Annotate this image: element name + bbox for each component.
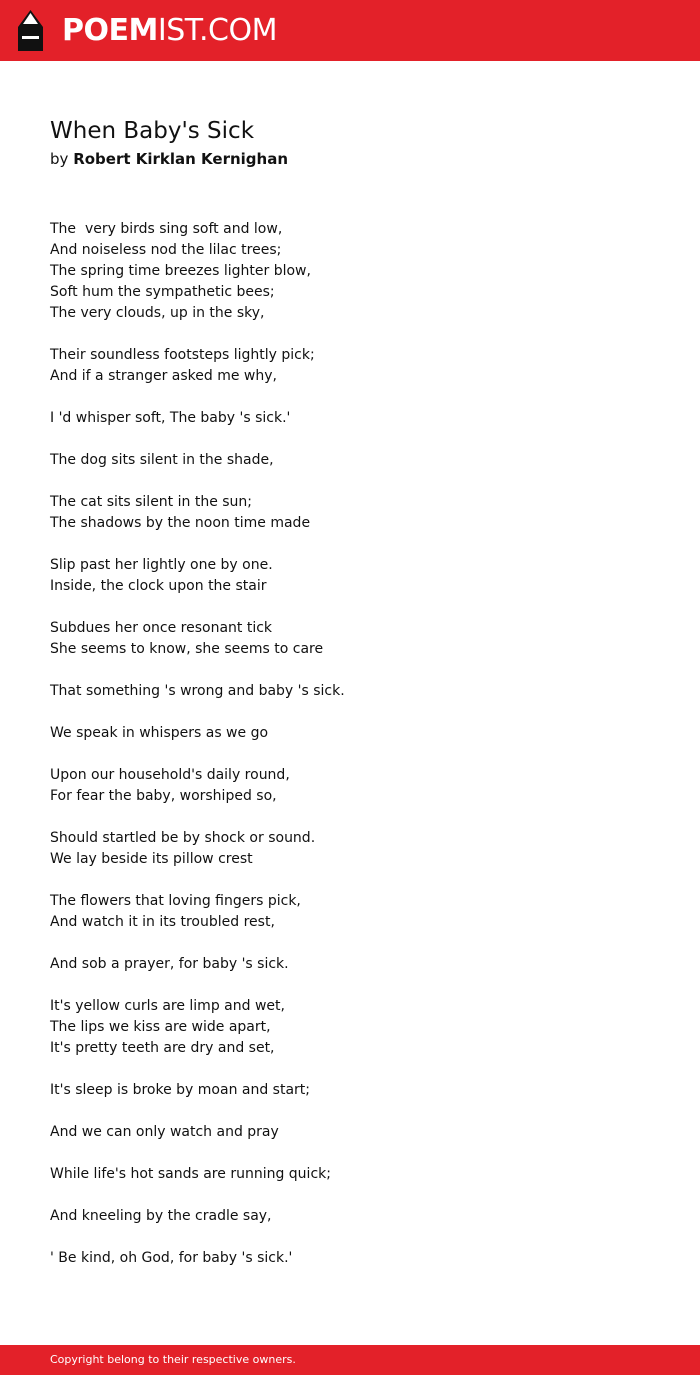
poem-stanza: [50, 408, 670, 429]
poem-line: The lips we kiss are wide apart,: [50, 1019, 271, 1035]
poem-line: It's yellow curls are limp and wet,: [50, 998, 285, 1014]
poem-line: Slip past her lightly one by one.: [50, 557, 273, 573]
pencil-logo-icon[interactable]: [18, 10, 43, 51]
by-label: by: [50, 150, 69, 168]
poem-stanza: [50, 450, 670, 471]
site-header: [0, 0, 700, 61]
author-name: Robert Kirklan Kernighan: [73, 150, 289, 168]
site-footer: [0, 1345, 700, 1375]
poem-line: That something 's wrong and baby 's sick.: [50, 683, 345, 699]
poem-line: The shadows by the noon time made: [50, 515, 311, 531]
poem-line: And watch it in its troubled rest,: [50, 914, 275, 930]
poem-stanza: [50, 723, 670, 744]
poem-stanza: [50, 1122, 670, 1143]
poem-stanza: [50, 1080, 670, 1101]
poem-line: It's sleep is broke by moan and start;: [50, 1082, 311, 1098]
poem-line: While life's hot sands are running quick;: [50, 1166, 331, 1182]
poem-line: The cat sits silent in the sun;: [50, 494, 253, 510]
logo-light-text: IST.COM: [157, 13, 277, 48]
poem-line: ' Be kind, oh God, for baby 's sick.': [50, 1250, 293, 1266]
poem-body: [50, 219, 670, 1290]
poem-stanza: [50, 828, 670, 870]
poem-line: And if a stranger asked me why,: [50, 368, 277, 384]
poem-line: Their soundless footsteps lightly pick;: [50, 347, 315, 363]
poem-stanza: [50, 681, 670, 702]
poem-line: Subdues her once resonant tick: [50, 620, 273, 636]
poem-line: I 'd whisper soft, The baby 's sick.': [50, 410, 291, 426]
poem-stanza: [50, 345, 670, 387]
poem-title: When Baby's Sick: [50, 118, 255, 144]
logo-bold-text: POEM: [62, 13, 158, 48]
poem-stanza: [50, 1206, 670, 1227]
poem-stanza: [50, 555, 670, 597]
poem-line: For fear the baby, worshiped so,: [50, 788, 277, 804]
poem-line: And noiseless nod the lilac trees;: [50, 242, 282, 258]
poem-stanza: [50, 1164, 670, 1185]
poem-line: The dog sits silent in the shade,: [50, 452, 274, 468]
poem-stanza: [50, 996, 670, 1059]
poem-stanza: [50, 891, 670, 933]
poem-line: The flowers that loving fingers pick,: [50, 893, 301, 909]
site-logo[interactable]: [62, 11, 277, 51]
poem-stanza: [50, 219, 670, 324]
poem-line: And we can only watch and pray: [50, 1124, 279, 1140]
poem-stanza: [50, 765, 670, 807]
poem-line: The very birds sing soft and low,: [50, 221, 283, 237]
poem-stanza: [50, 618, 670, 660]
poem-stanza: [50, 954, 670, 975]
poem-line: And sob a prayer, for baby 's sick.: [50, 956, 289, 972]
poem-line: We speak in whispers as we go: [50, 725, 269, 741]
poem-line: Inside, the clock upon the stair: [50, 578, 267, 594]
byline: [50, 148, 288, 170]
poem-line: She seems to know, she seems to care: [50, 641, 324, 657]
poem-line: Upon our household's daily round,: [50, 767, 290, 783]
poem-line: We lay beside its pillow crest: [50, 851, 253, 867]
poem-stanza: [50, 1248, 670, 1269]
poem-line: The spring time breezes lighter blow,: [50, 263, 311, 279]
poem-line: Should startled be by shock or sound.: [50, 830, 316, 846]
poem-line: And kneeling by the cradle say,: [50, 1208, 272, 1224]
poem-line: It's pretty teeth are dry and set,: [50, 1040, 275, 1056]
copyright-text: Copyright belong to their respective owners.: [50, 1353, 296, 1366]
poem-stanza: [50, 492, 670, 534]
poem-line: Soft hum the sympathetic bees;: [50, 284, 275, 300]
poem-line: The very clouds, up in the sky,: [50, 305, 265, 321]
